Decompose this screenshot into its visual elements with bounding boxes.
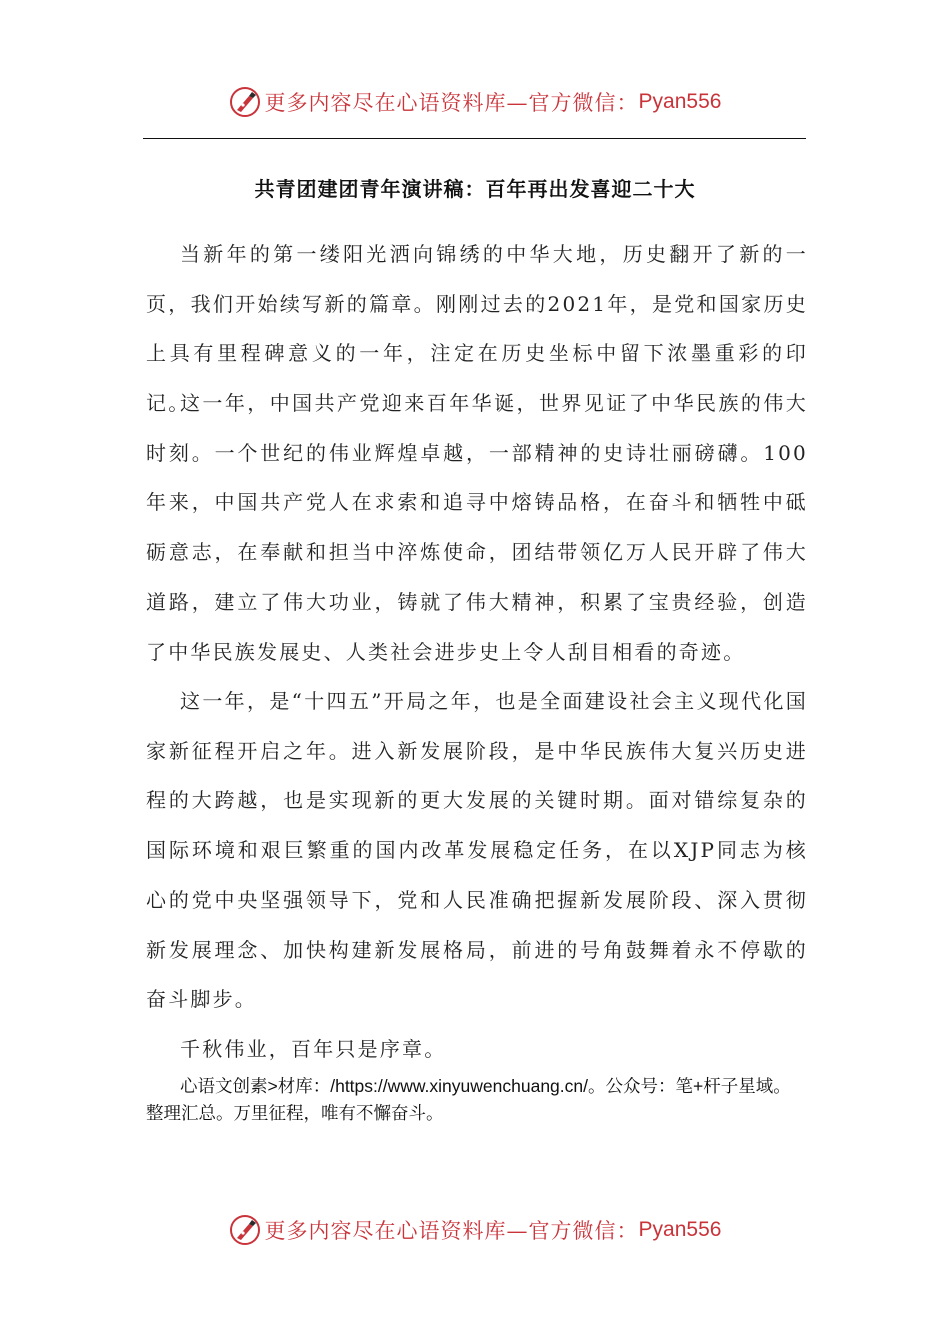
- header-divider: [143, 138, 806, 139]
- footer-banner-id: Pyan556: [638, 1218, 722, 1241]
- paragraph-1: 当新年的第一缕阳光洒向锦绣的中华大地，历史翻开了新的一页，我们开始续写新的篇章。刚刚过去的2021年，是党和国家历史上具有里程碑意义的一年，注定在历史坐标中留下浓墨重彩的印记。: [146, 242, 808, 416]
- pen-nib-logo-icon: [229, 86, 261, 118]
- footer-banner: [0, 1210, 950, 1250]
- paragraph-4: 千秋伟业，百年只是序章。: [180, 1037, 447, 1061]
- paragraph-2: 这一年，中国共产党迎来百年华诞，世界见证了中华民族的伟大时刻。一个世纪的伟业辉煌卓越，一部精神的史诗壮丽磅礴。100年来，中国共产党人在求索和追寻中熔铸品格，在奋斗和牺牲中砥砺意志，在奉献和担当中淬炼使命，团结带领亿万人民开辟了伟大道路，建立了伟大功业，铸就了伟大精神，积累了宝贵经验，创造了中华民族发展史、人类社会进步史上令人刮目相看的奇迹。: [146, 391, 808, 664]
- pen-nib-logo-icon: [229, 1214, 261, 1246]
- header-banner-id: Pyan556: [638, 90, 722, 113]
- document-body: [146, 230, 808, 1073]
- header-banner-text: 更多内容尽在心语资料库—官方微信：: [264, 91, 639, 115]
- footer-banner-text: 更多内容尽在心语资料库—官方微信：: [264, 1219, 639, 1243]
- paragraph-3: 这一年，是“十四五”开局之年，也是全面建设社会主义现代化国家新征程开启之年。进入新发展阶段，是中华民族伟大复兴历史进程的大跨越，也是实现新的更大发展的关键时期。面对错综复杂的国际环境和艰巨繁重的国内改革发展稳定任务，在以XJP同志为核心的党中央坚强领导下，党和人民准确把握新发展阶段、深入贯彻新发展理念、加快构建新发展格局，前进的号角鼓舞着永不停歇的奋斗脚步。: [146, 689, 808, 1012]
- document-title: 共青团建团青年演讲稿：百年再出发喜迎二十大: [254, 177, 696, 201]
- header-banner: [0, 82, 950, 122]
- source-note: 心语文创素>材库：/https://www.xinyuwenchuang.cn/。公众号：笔+杆子星域。整理汇总。万里征程，唯有不懈奋斗。: [146, 1076, 791, 1123]
